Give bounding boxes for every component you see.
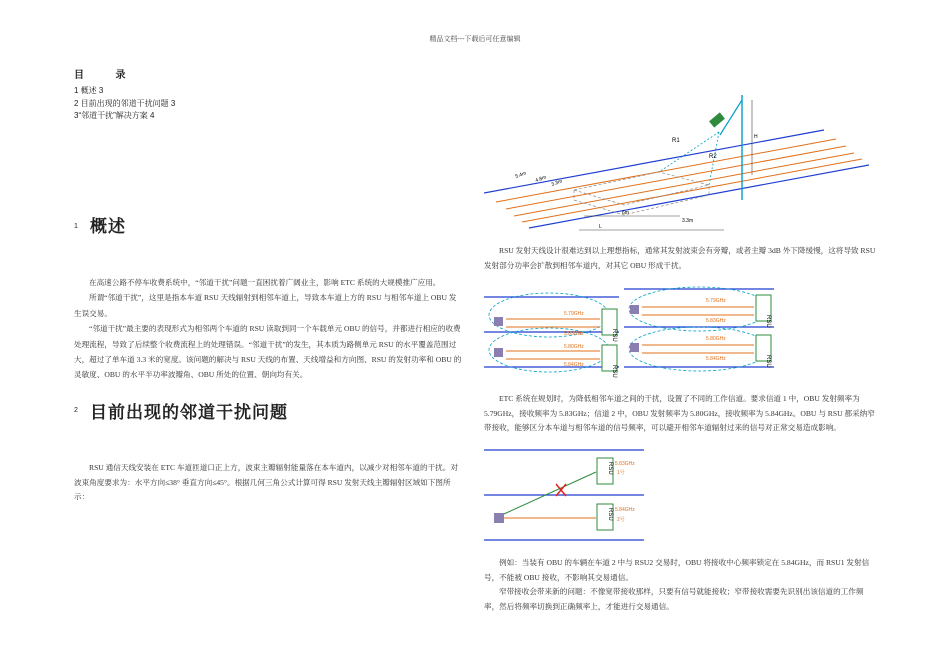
label-6m: 6m — [622, 210, 629, 216]
right-para-3-text: 例如：当装有 OBU 的车辆在车道 2 中与 RSU2 交易时，OBU 将接收中心频率锁定在 5.84GHz，而 RSU1 发射信号，不能被 OBU 接收，不影响其交易通信。 — [484, 558, 870, 582]
section1-number: 1 — [74, 223, 78, 230]
label-4-8m: 4.8m — [534, 174, 548, 184]
right-para-1 — [484, 244, 876, 273]
lane1-freq: 5.83GHz — [615, 461, 635, 467]
toc-item-3[interactable]: 3“邻道干扰”解决方案 4 — [74, 111, 155, 120]
lane-line-3 — [514, 153, 854, 216]
section1-para-3: “邻道干扰”最主要的表现形式为相邻两个车道的 RSU 读取到同一个车载单元 OBU 的信号，并都进行相应的收费处理流程，导致了后续整个收费流程上的处理错误。“邻道干扰”的发生，其本质为路侧单元 RSU 的水平覆盖范围过大，超过了单车道 3.3 米的宽度。该问题的解决与 RSU 天线的布置、天线增益和方向图、RSU 的发射功率和 OBU 的灵敏度、OBU 的水平半功率波瓣角、OBU 所处的位置、朝向均有关。 — [74, 324, 462, 380]
right-para-2 — [484, 392, 876, 436]
lane-line-1 — [496, 139, 836, 202]
right-para-1-text: RSU 发射天线设计很难达到以上理想指标，通常其发射波束会有旁瓣，或者主瓣 3dB 外下降缓慢，这将导致 RSU 发射部分功率会扩散到相邻车道内，对其它 OBU 形成干扰。 — [484, 246, 876, 270]
lane-line-2 — [506, 146, 846, 209]
channel-diagram — [484, 285, 876, 385]
lane2-freq: 5.84GHz — [615, 507, 635, 513]
interference-signal — [504, 472, 596, 514]
rsu-label: RSU — [611, 329, 617, 342]
section1-para-1: 在高速公路不停车收费系统中，“邻道干扰”问题一直困扰着广阔业主，影响 ETC 系统的大规模推广应用。 — [89, 278, 441, 287]
coverage-diagram — [484, 90, 869, 238]
toc-item-2[interactable]: 2 目前出现的邻道干扰问题 3 — [74, 98, 176, 108]
freq-label: 5.83GHz — [564, 331, 584, 337]
freq-label: 5.84GHz — [564, 362, 584, 368]
section2-title: 目前出现的邻道干扰问题 — [90, 403, 288, 423]
label-5-4m: 5.4m — [514, 170, 528, 180]
section2-body — [74, 461, 464, 505]
freq-label: 5.79GHz — [564, 311, 584, 317]
section2-para: RSU 通信天线安装在 ETC 车道匝道口正上方，波束主瓣辐射能量落在本车道内，以减少对相邻车道的干扰。对波束角度要求为：水平方向≤38° 垂直方向≤45°。根据几何三角公式计算可得 RSU 发射天线主瓣辐射区域如下图所示： — [74, 463, 458, 502]
freq-label: 5.80GHz — [564, 344, 584, 350]
toc-list — [74, 85, 175, 123]
road-edge-bottom — [529, 165, 869, 228]
label-r1: R1 — [672, 138, 680, 144]
right-para-2-text: ETC 系统在规划时，为降低相邻车道之间的干扰，设置了不同的工作信道。要求信道 1 中，OBU 发射频率为 5.79GHz，接收频率为 5.83GHz；信道 2 中，OBU 发射频率为 5.80GHz，接收频率为 5.84GHz。OBU 与 RSU 都采纳窄带接收，能够区分本车道与相邻车道的信号频率，可以避开相邻车道辐射过来的信号对正常交易造成影响。 — [484, 394, 875, 433]
road-edge-top — [484, 130, 824, 193]
toc-item-1[interactable]: 1 概述 3 — [74, 86, 104, 95]
obu-icon — [630, 305, 639, 314]
rsu-label: RSU — [765, 355, 771, 368]
section1-title: 概述 — [90, 217, 126, 237]
channel-diagram-right — [624, 287, 774, 371]
freq-label: 5.83GHz — [706, 318, 726, 324]
obu-icon — [494, 317, 503, 326]
label-3-3m-b: 3.3m — [682, 218, 694, 224]
rsu2-label: RSU — [607, 508, 613, 521]
section2-number: 2 — [74, 407, 78, 414]
label-l: L — [599, 224, 602, 230]
obu-icon — [494, 348, 503, 357]
label-3-3m: 3.3m — [550, 178, 564, 188]
interference-diagram — [484, 444, 684, 544]
obu-icon — [630, 343, 639, 352]
label-r2: R2 — [709, 154, 717, 160]
right-para-3 — [484, 556, 876, 614]
freq-label: 5.79GHz — [706, 298, 726, 304]
section1-para-2: 所谓“邻道干扰”，这里是指本车道 RSU 天线辐射到相邻车道上，导致本车道上方的 RSU 与相邻车道上 OBU 发生误交易。 — [74, 293, 457, 318]
freq-label: 5.84GHz — [706, 356, 726, 362]
page-header: 精品文档---下载后可任意编辑 — [429, 35, 521, 43]
lane1-tag: 1号 — [617, 470, 625, 476]
section1-body — [74, 275, 464, 383]
obu-icon — [494, 513, 504, 523]
label-h: H — [754, 134, 758, 140]
lane-line-4 — [522, 159, 862, 222]
lane2-tag: 2号 — [617, 517, 625, 523]
rsu1-label: RSU — [607, 462, 613, 475]
rsu-label: RSU — [765, 315, 771, 328]
right-para-4-text: 窄带接收会带来新的问题：不像宽带接收那样，只要有信号就能接收；窄带接收需要先识别出该信道的工作频率，然后将频率切换到正确频率上，才能进行交易通信。 — [484, 587, 864, 611]
rsu-antenna-icon — [709, 112, 725, 127]
freq-label: 5.80GHz — [706, 336, 726, 342]
toc-title: 目 录 — [74, 70, 140, 81]
channel-diagram-left — [484, 293, 619, 378]
rsu-label: RSU — [611, 365, 617, 378]
